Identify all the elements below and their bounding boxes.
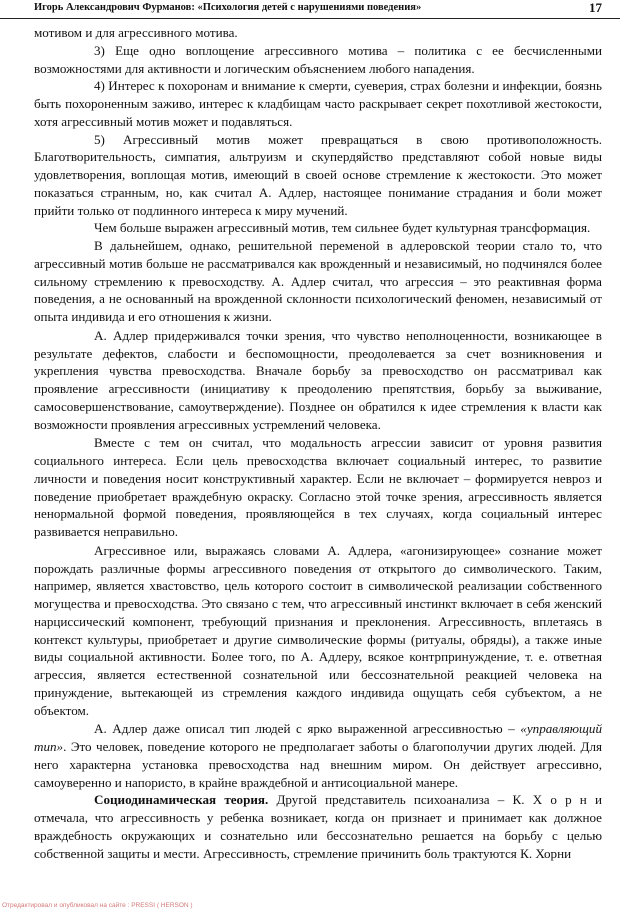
paragraph: 3) Еще одно воплощение агрессивного мотива – политика с ее бесчисленными возможностями для активности и логическим объяснением любого нападения. <box>34 42 602 76</box>
page-body <box>34 24 602 862</box>
paragraph: А. Адлер придерживался точки зрения, что чувство неполноценности, возникающее в результате дефектов, слабости и беспомощности, преодолевается за счет возникновения и укрепления чувства превосходства. Вначале борьбу за превосходство он рассматривал как проявление агрессивности (инициативу к преодолению препятствия, борьбу за выживание, самосовершенствование, самоутверждение). Позднее он обратился к идее стремления к власти как возможности проявления агрессивных устремлений человека. <box>34 327 602 432</box>
paragraph: 4) Интерес к похоронам и внимание к смерти, суеверия, страх болезни и инфекции, боязнь быть похороненным заживо, интерес к кладбищам часто раскрывает секрет похотливой жестокости, хотя агрессивный мотив может и подавляться. <box>34 78 602 129</box>
paragraph: 5) Агрессивный мотив может превращаться в свою противоположность. Благотворительность, симпатия, альтруизм и скупердяйство представляют собой новые виды удовлетворения, воплощая мотив, имеющий в своей основе стремление к жестокости. Это может показаться странным, но, как считал А. Адлер, настоящее понимание страдания и боли может прийти только от подлинного интереса к миру мучений. <box>34 131 602 218</box>
page-header <box>0 0 620 19</box>
term-emphasis: «управляющий тип» <box>34 721 602 754</box>
text-span: Другой представитель психоанализа – К. Х о р н и отмечала, что агрессивность у ребенка возникает, когда он признает и принимает как должное враждебность окружающих и сознательно или бессознательно решается на борьбу с целью собственной защиты и мести. Агрессивность, стремление причинить боль трактуются К. Хорни <box>34 792 603 861</box>
text-span: . Это человек, поведение которого не предполагает заботы о благополучии других людей. Для него характерна установка превосходства над внешним миром. Он действует агрессивно, самоуверенно и напористо, в крайне враждебной и антисоциальной манере. <box>34 739 602 790</box>
paragraph: В дальнейшем, однако, решительной переменой в адлеровской теории стало то, что агрессивный мотив больше не рассматривался как врожденный и независимый, но подчинялся более сильному стремлению к превосходству. А. Адлер считал, что агрессия – это реактивная форма поведения, а не основанный на врожденной склонности психологический феномен, независимый от опыта индивида и его отношения к жизни. <box>34 238 602 324</box>
running-title: Игорь Александрович Фурманов: «Психология детей с нарушениями поведения» <box>34 2 422 13</box>
text-span: А. Адлер даже описал тип людей с ярко выраженной агрессивностью – <box>94 721 521 737</box>
paragraph-sociodynamic <box>34 791 602 862</box>
paragraph: Агрессивное или, выражаясь словами А. Адлера, «агонизирующее» сознание может порождать различные формы агрессивного поведения от открытого до символического. Таким, например, является хвастовство, цель которого состоит в символической реализации собственного могущества и превосходства. Это связано с тем, что агрессивный инстинкт включает в себя женский нарциссический компонент, требующий признания и преклонения. Агрессивность, вплетаясь в контекст культуры, приобретает и другие символические формы (ритуалы, обряды), а также иные виды социальной активности. Более того, по А. Адлеру, всякое контрпринуждение, т. е. ответная агрессия, является естественной сознательной или бессознательной реакцией человека на принуждение, вытекающей из стремления каждого индивида ощущать себя субъектом, а не объектом. <box>34 542 602 718</box>
paragraph: Вместе с тем он считал, что модальность агрессии зависит от уровня развития социального интереса. Если цель превосходства включает социальный интерес, то развитие личности и поведения носит конструктивный характер. Если не включает – формируется невроз и поведение приобретает враждебную окраску. Согласно этой точке зрения, агрессивность является ненормальной формой поведения, проявляющейся в тех случаях, когда социальный интерес развивается неправильно. <box>34 435 602 539</box>
paragraph: мотивом и для агрессивного мотива. <box>34 25 238 40</box>
section-heading: Социодинамическая теория. <box>94 792 269 808</box>
paragraph-adler-type <box>34 720 602 791</box>
paragraph: Чем больше выражен агрессивный мотив, тем сильнее будет культурная трансформация. <box>94 220 591 236</box>
page-number: 17 <box>589 0 602 15</box>
watermark-text: Отредактировал и опубликовал на сайте : PRESSI ( HERSON ) <box>2 902 193 909</box>
